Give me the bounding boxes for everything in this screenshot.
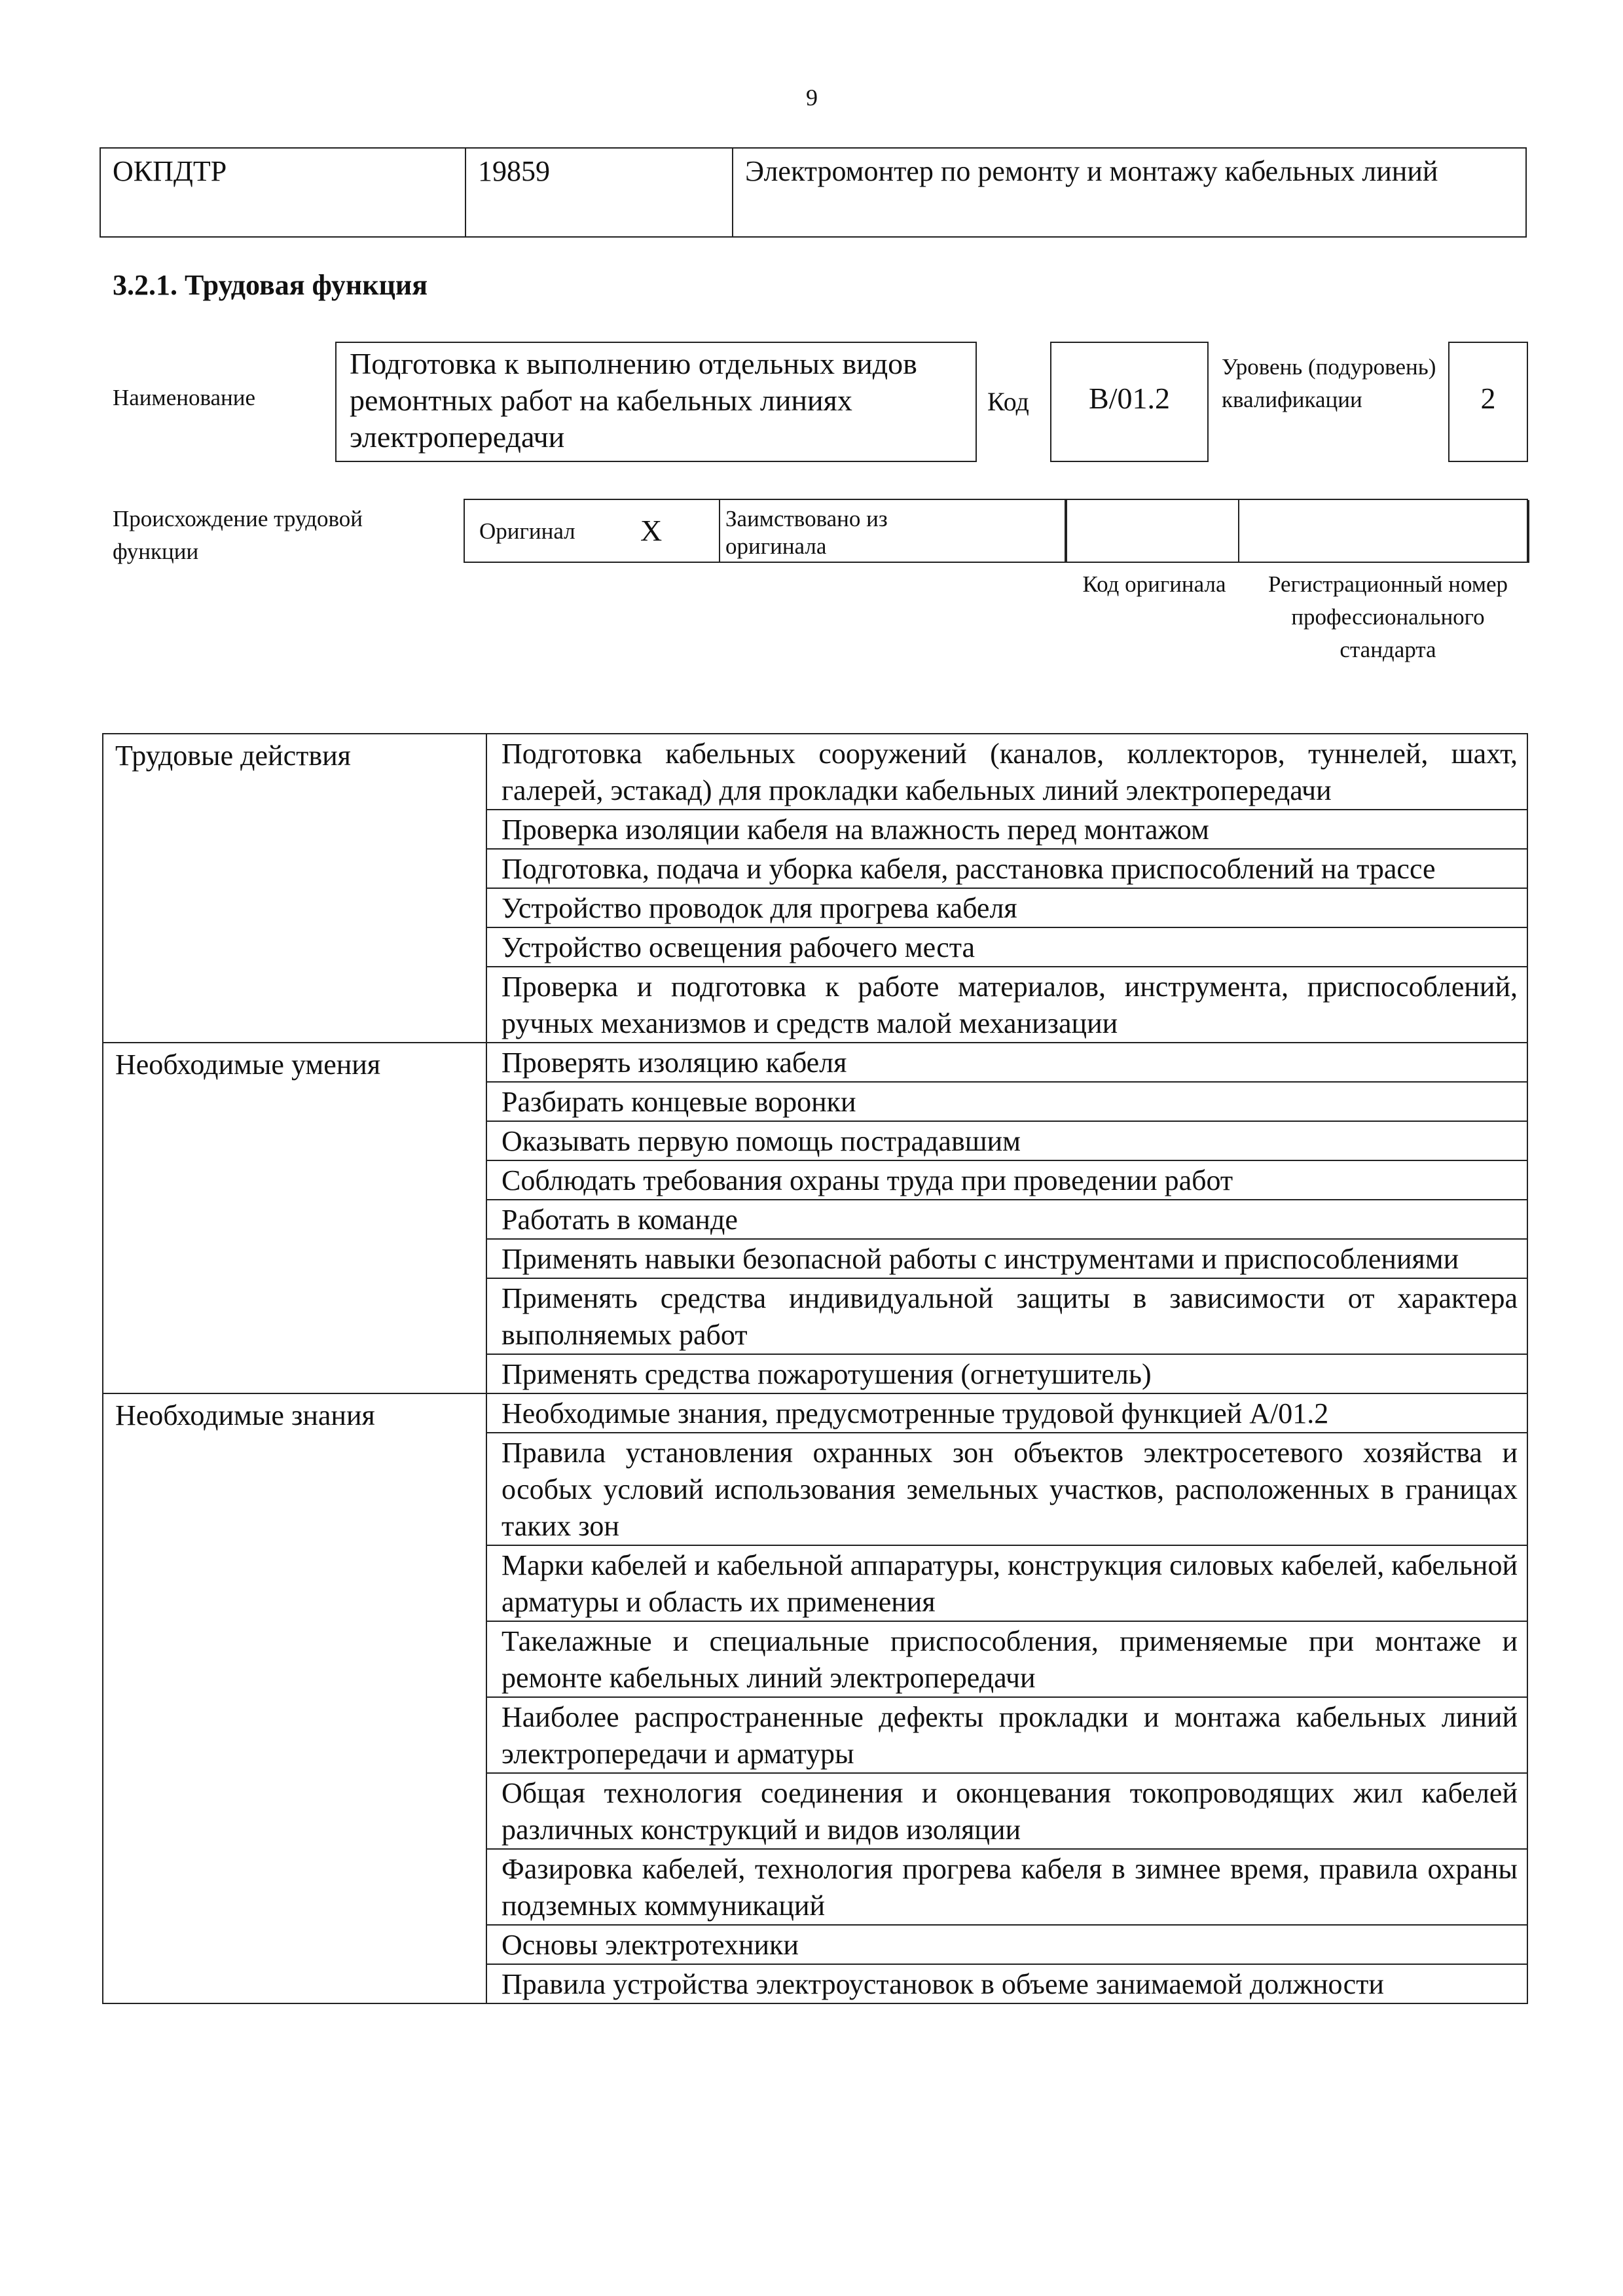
item-cell: Применять навыки безопасной работы с инструментами и приспособлениями (486, 1239, 1527, 1278)
item-cell: Правила устройства электроустановок в объеме занимаемой должности (486, 1964, 1527, 2003)
item-cell: Необходимые знания, предусмотренные трудовой функцией A/01.2 (486, 1393, 1527, 1433)
table-row (103, 734, 1527, 810)
item-cell: Соблюдать требования охраны труда при проведении работ (486, 1160, 1527, 1200)
level-value-box: 2 (1448, 342, 1528, 462)
item-cell: Устройство освещения рабочего места (486, 927, 1527, 967)
item-cell: Такелажные и специальные приспособления, применяемые при монтаже и ремонте кабельных линий электропередачи (486, 1621, 1527, 1697)
item-cell: Устройство проводок для прогрева кабеля (486, 888, 1527, 927)
okpdtr-code: 19859 (465, 148, 733, 237)
page-number: 9 (806, 84, 818, 111)
item-cell: Проверять изоляцию кабеля (486, 1043, 1527, 1082)
item-cell: Проверка и подготовка к работе материалов, инструмента, приспособлений, ручных механизмов и средств малой механизации (486, 967, 1527, 1043)
origin-box (464, 499, 1528, 563)
okpdtr-table (100, 147, 1527, 238)
item-cell: Основы электротехники (486, 1925, 1527, 1964)
item-cell: Применять средства пожаротушения (огнетушитель) (486, 1354, 1527, 1393)
item-cell: Марки кабелей и кабельной аппаратуры, конструкция силовых кабелей, кабельной арматуры и область их применения (486, 1545, 1527, 1621)
code-original-cell (1066, 500, 1239, 563)
item-cell: Подготовка кабельных сооружений (каналов, коллекторов, туннелей, шахт, галерей, эстакад) для прокладки кабельных линий электропередачи (486, 734, 1527, 810)
item-cell: Проверка изоляции кабеля на влажность перед монтажом (486, 810, 1527, 849)
original-cell (465, 500, 720, 563)
item-cell: Оказывать первую помощь пострадавшим (486, 1121, 1527, 1160)
item-cell: Работать в команде (486, 1200, 1527, 1239)
function-details-table (102, 733, 1528, 2004)
category-cell: Необходимые умения (103, 1043, 486, 1393)
borrowed-cell (720, 500, 1066, 563)
original-label: Оригинал (479, 518, 575, 544)
item-cell: Фазировка кабелей, технология прогрева кабеля в зимнее время, правила охраны подземных коммуникаций (486, 1849, 1527, 1925)
section-heading: 3.2.1. Трудовая функция (113, 269, 428, 301)
borrowed-label: Заимствовано из оригинала (725, 506, 888, 559)
item-cell: Разбирать концевые воронки (486, 1082, 1527, 1121)
original-mark: Х (640, 514, 663, 547)
okpdtr-row (100, 148, 1526, 237)
item-cell: Общая технология соединения и оконцевания токопроводящих жил кабелей различных конструкций и видов изоляции (486, 1773, 1527, 1849)
okpdtr-title: Электромонтер по ремонту и монтажу кабельных линий (733, 148, 1526, 237)
code-original-caption: Код оригинала (1082, 571, 1226, 597)
category-cell: Трудовые действия (103, 734, 486, 1043)
table-row (103, 1393, 1527, 1433)
category-cell: Необходимые знания (103, 1393, 486, 2003)
table-row (103, 1043, 1527, 1082)
origin-label: Происхождение трудовой функции (113, 506, 363, 564)
name-label: Наименование (113, 385, 256, 410)
item-cell: Правила установления охранных зон объектов электросетевого хозяйства и особых условий использования земельных участков, расположенных в границах таких зон (486, 1433, 1527, 1545)
reg-number-cell (1239, 500, 1529, 563)
function-code-box: B/01.2 (1050, 342, 1209, 462)
level-label: Уровень (подуровень) квалификации (1222, 354, 1436, 412)
item-cell: Наиболее распространенные дефекты прокладки и монтажа кабельных линий электропередачи и арматуры (486, 1697, 1527, 1773)
okpdtr-label: ОКПДТР (100, 148, 465, 237)
function-name-box: Подготовка к выполнению отдельных видов ремонтных работ на кабельных линиях электропередачи (335, 342, 977, 462)
item-cell: Применять средства индивидуальной защиты в зависимости от характера выполняемых работ (486, 1278, 1527, 1354)
function-details-body (103, 734, 1527, 2003)
reg-number-caption: Регистрационный номер профессионального стандарта (1267, 571, 1508, 662)
code-label: Код (987, 387, 1029, 416)
item-cell: Подготовка, подача и уборка кабеля, расстановка приспособлений на трассе (486, 849, 1527, 888)
